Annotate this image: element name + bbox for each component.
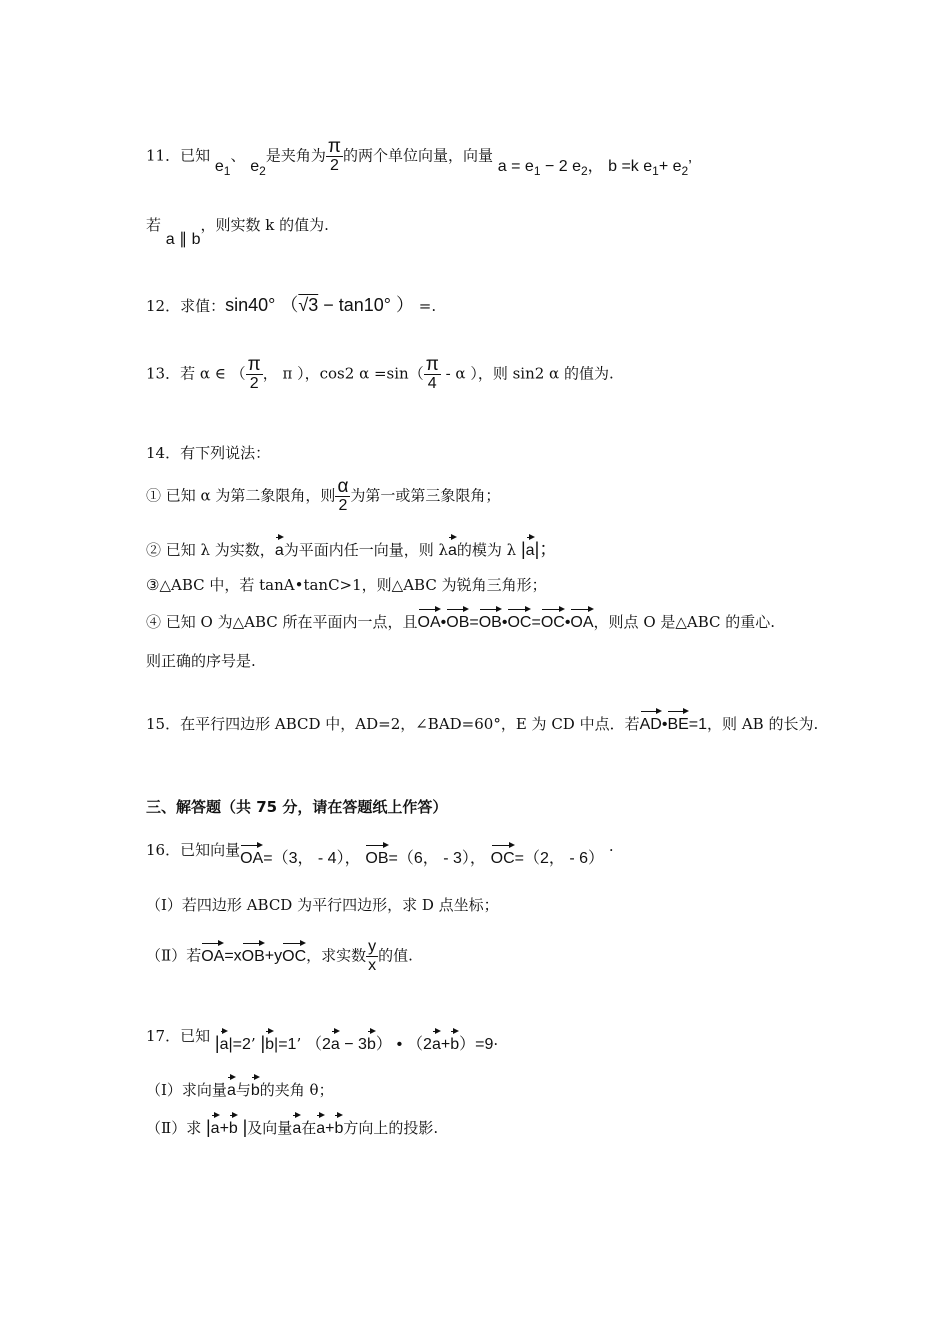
vec-b: b	[265, 1028, 274, 1056]
vec-a: a	[211, 1112, 220, 1140]
q17-paren1: （2	[306, 1036, 331, 1053]
q11-cond-pre: 若	[146, 216, 162, 234]
q12-expr1: sin40° （	[225, 295, 299, 315]
q17-p2-tail: 方向上的投影.	[343, 1119, 439, 1137]
q17-paren1c: ）	[375, 1036, 392, 1053]
vec-BE: BE	[667, 708, 688, 736]
q17-conditions	[215, 1035, 498, 1053]
q16-eq: =x	[224, 947, 242, 965]
q17-part2	[146, 1112, 438, 1140]
q14-s4	[146, 606, 775, 634]
q13-number: 13．若 α ∈ （	[146, 364, 246, 383]
q17-line	[146, 1020, 499, 1053]
q16-frac: $\frac{y}{x}$	[368, 938, 377, 974]
q17-p2-pre: （Ⅱ）求	[146, 1119, 202, 1137]
vec-OC: OC	[541, 606, 565, 634]
vec-OC: OC	[507, 606, 531, 634]
q14-ask: 则正确的序号是.	[146, 652, 256, 670]
abs-bar: |	[260, 1033, 266, 1053]
q14-s2-end: |；	[534, 539, 558, 559]
q16-plus: +y	[264, 947, 283, 965]
q11-e1: $e_1$	[214, 157, 231, 178]
vec-OB: OB	[446, 606, 469, 634]
q11-vec-a: $a = e_1 - 2$ $e_2$， b =k $e_1+ e_2$’	[497, 157, 692, 178]
abs-bar: |	[214, 1033, 220, 1053]
q16-oa-value: =（3， - 4），	[263, 850, 361, 867]
vec-a: a	[316, 1112, 325, 1140]
vec-OB: OB	[365, 842, 388, 870]
q14-s2	[146, 534, 557, 562]
q14-title: 14．有下列说法：	[146, 444, 271, 462]
q11-line2	[146, 214, 329, 248]
section-heading: 三、解答题（共 75 分，请在答题纸上作答）	[146, 798, 448, 816]
q17-pre: 17．已知	[146, 1027, 211, 1045]
q17-c1: ’	[250, 1035, 256, 1053]
q17-plus: +	[440, 1036, 451, 1053]
q16-p2-mid: ，求实数	[306, 946, 367, 965]
q11-cond: a ∥ b	[165, 231, 201, 248]
abs-bar: |	[520, 539, 526, 559]
vec-OB: OB	[242, 940, 265, 968]
dot: •	[501, 614, 508, 631]
q11-sep: 、	[230, 146, 246, 165]
q11-line1	[146, 136, 692, 178]
q12-tail: =.	[418, 297, 437, 315]
q17-p1-and: 与	[235, 1081, 251, 1099]
q17-a-norm: |=2	[228, 1036, 251, 1053]
q17-c2: ’	[296, 1035, 302, 1053]
dot: •	[396, 1036, 403, 1053]
vec-a: a	[220, 1028, 229, 1056]
vec-a: a	[275, 534, 284, 562]
q12-line	[146, 294, 436, 317]
vec-a: a	[331, 1028, 340, 1056]
q15-pre: 15．在平行四边形 ABCD 中，AD=2，∠BAD=60°，E 为 CD 中点．若	[146, 715, 640, 733]
vec-OA: OA	[418, 606, 441, 634]
vec-OC: OC	[491, 842, 515, 870]
q14-s1	[146, 478, 500, 515]
q12-number: 12．求值：	[146, 297, 226, 315]
q15-line	[146, 708, 818, 736]
q16-line	[146, 834, 614, 867]
eq: =	[469, 614, 479, 631]
abs-bar: |	[205, 1117, 211, 1137]
q11-mid: 是夹角为	[265, 146, 326, 165]
vec-b: b	[334, 1112, 343, 1140]
vec-a: a	[227, 1074, 236, 1102]
q16-ob-value: =（6， - 3），	[388, 850, 486, 867]
q13-frac1: $\frac{\pi}{2}$	[247, 354, 261, 392]
q14-s4-tail: ，则点 O 是△ABC 的重心.	[593, 613, 776, 631]
q14-frac: $\frac{\alpha}{2}$	[337, 476, 349, 514]
dot: •	[661, 716, 668, 733]
q17-b-norm: |=1	[274, 1036, 297, 1053]
q14-s1-pre: ① 已知 α 为第二象限角，则	[146, 486, 336, 505]
q11-tail: 的两个单位向量，向量	[342, 146, 493, 165]
q17-endmark: ·	[493, 1035, 499, 1053]
q17-plus: +	[325, 1120, 335, 1137]
vec-b: b	[367, 1028, 376, 1056]
q13-tail: - α ），则 sin2 α 的值为.	[440, 364, 614, 383]
abs-bar: |	[242, 1117, 248, 1137]
q17-p2-in: 在	[301, 1119, 317, 1137]
dot: •	[564, 614, 571, 631]
q15-tail: ，则 AB 的长为.	[707, 715, 819, 733]
q16-pre: 16．已知向量	[146, 841, 241, 859]
q17-p1-pre: （Ⅰ）求向量	[146, 1081, 227, 1099]
q15-eq: =1	[688, 716, 708, 733]
vec-b: b	[450, 1028, 459, 1056]
vec-a: a	[448, 534, 457, 562]
vec-a: a	[526, 534, 535, 562]
q13-line	[146, 356, 614, 393]
q17-paren2: （2	[407, 1036, 432, 1053]
q17-p2-mid: 及向量	[247, 1119, 293, 1137]
q11-e2: $e_2$	[250, 157, 266, 178]
vec-OA: OA	[240, 842, 263, 870]
vec-b: b	[229, 1112, 238, 1140]
vec-OC: OC	[282, 940, 306, 968]
q16-oc-value: =（2， - 6）	[514, 850, 605, 867]
q14-s3: ③△ABC 中，若 tanA•tanC>1，则△ABC 为锐角三角形；	[146, 576, 547, 594]
vec-OA: OA	[570, 606, 593, 634]
dot: •	[440, 614, 447, 631]
q16-p2-tail: 的值.	[378, 946, 413, 965]
q13-frac2: $\frac{\pi}{4}$	[425, 354, 439, 392]
q11-cond-tail: ，则实数 k 的值为.	[200, 216, 329, 234]
q16-part1: （Ⅰ）若四边形 ABCD 为平行四边形，求 D 点坐标；	[146, 896, 499, 914]
q14-s2-mid: 为平面内任一向量，则 λ	[283, 541, 448, 559]
eq: =	[531, 614, 541, 631]
vec-a: a	[432, 1028, 441, 1056]
q11-number: 11．已知	[146, 146, 211, 165]
q17-plus: +	[219, 1120, 229, 1137]
q14-s2-mid2: 的模为 λ	[456, 541, 517, 559]
q16-endmark: ·	[608, 841, 614, 859]
vec-OA: OA	[201, 940, 224, 968]
q16-part2	[146, 938, 413, 975]
q17-paren2c: ）=9	[459, 1036, 494, 1053]
q12-sqrt: √3	[298, 295, 319, 315]
q14-s4-pre: ④ 已知 O 为△ABC 所在平面内一点，且	[146, 613, 418, 631]
q16-p2-pre: （Ⅱ）若	[146, 946, 202, 965]
vec-b: b	[251, 1074, 260, 1102]
vec-a: a	[292, 1112, 301, 1140]
q12-expr2: − tan10° ）	[318, 295, 414, 315]
q13-mid: ， π ），cos2 α =sin（	[262, 364, 424, 383]
vec-AD: AD	[640, 708, 662, 736]
q14-s1-tail: 为第一或第三象限角；	[350, 486, 501, 505]
q17-part1	[146, 1074, 334, 1102]
q14-s2-pre: ② 已知 λ 为实数，	[146, 541, 275, 559]
q17-minus3: − 3	[339, 1036, 367, 1053]
q11-frac: $\frac{\pi}{2}$	[327, 136, 341, 174]
q17-p1-tail: 的夹角 θ；	[259, 1081, 334, 1099]
vec-OB: OB	[479, 606, 502, 634]
